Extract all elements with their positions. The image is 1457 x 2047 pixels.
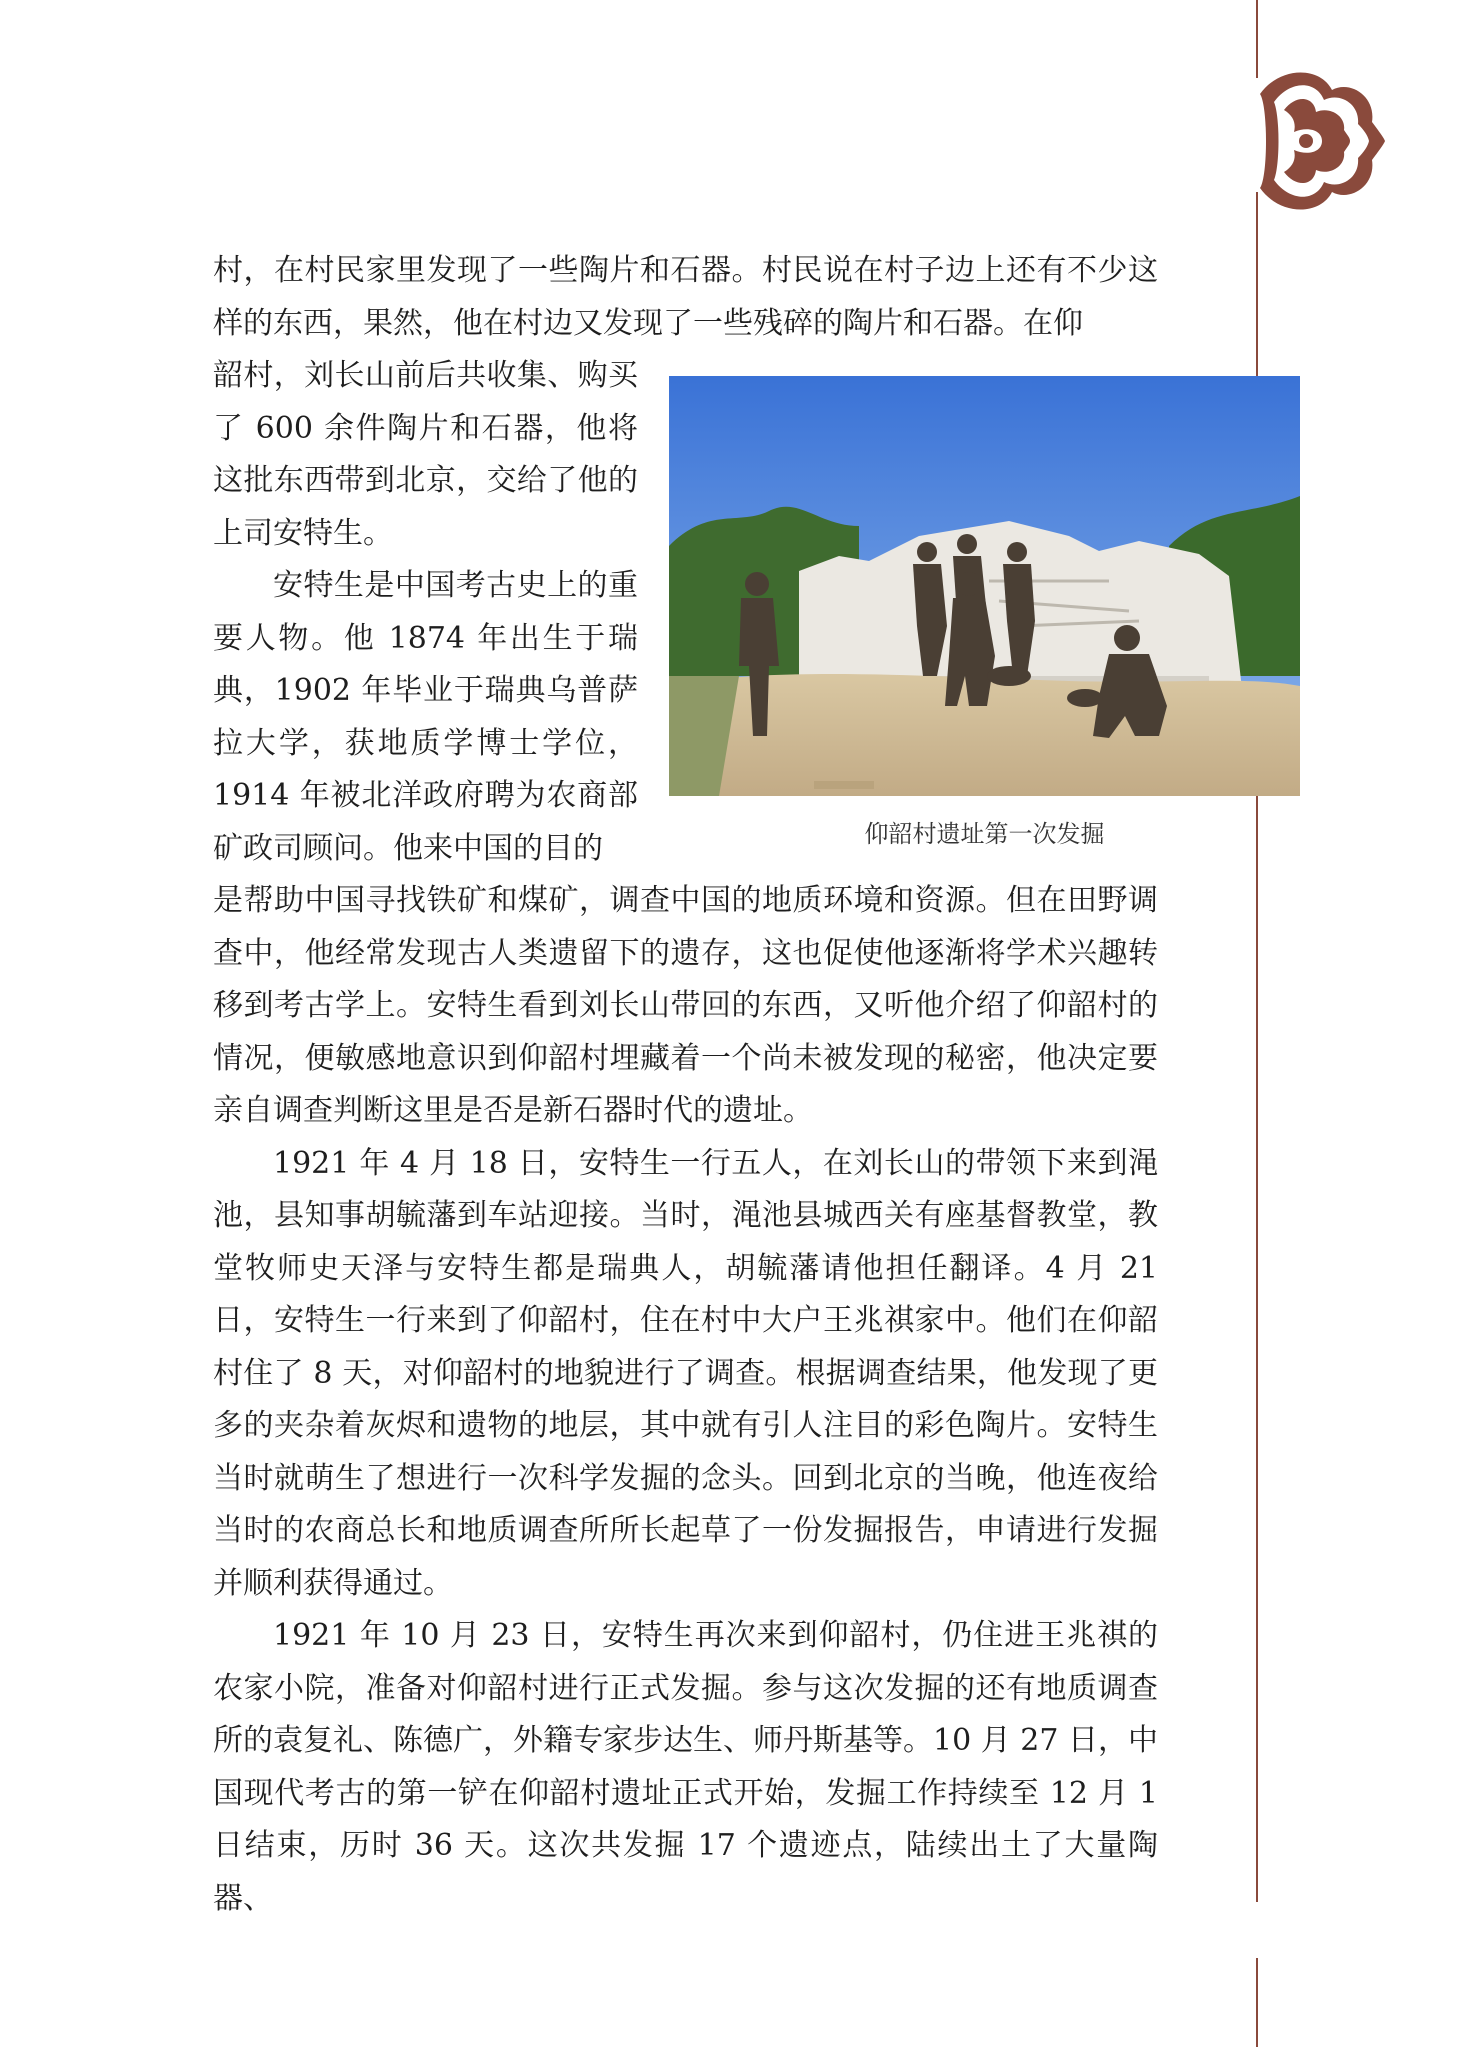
paragraph-text: 韶村，刘长山前后共收集、购买了 600 余件陶片和石器，他将这批东西带到北京，交给了他的上司安特生。 [213,358,638,551]
body-text [213,875,1158,1925]
paragraph-text: 1921 年 10 月 23 日，安特生再次来到仰韶村，仍住进王兆祺的农家小院，准备对仰韶村进行正式发掘。参与这次发掘的还有地质调查所的袁复礼、陈德广，外籍专家步达生、师丹斯基等。10 月 27 日，中国现代考古的第一铲在仰韶村遗址正式开始，发掘工作持续至 12 月 1 日结束，历时 36 天。这次共发掘 17 个遗迹点，陆续出土了大量陶器、 [213,1618,1158,1916]
paragraph-text: 村，在村民家里发现了一些陶片和石器。村民说在村子边上还有不少这样的东西，果然，他在村边又发现了一些残碎的陶片和石器。在仰 [213,253,1158,341]
margin-rule-bottom [1256,1958,1258,2047]
paragraph-text: 是帮助中国寻找铁矿和煤矿，调查中国的地质环境和资源。但在田野调查中，他经常发现古人类遗留下的遗存，这也促使他逐渐将学术兴趣转移到考古学上。安特生看到刘长山带回的东西，又听他介绍了仰韶村的情况，便敏感地意识到仰韶村埋藏着一个尚未被发现的秘密，他决定要亲自调查判断这里是否是新石器时代的遗址。 [213,883,1158,1128]
paragraph-text: 安特生是中国考古史上的重要人物。他 1874 年出生于瑞典，1902 年毕业于瑞典乌普萨拉大学，获地质学博士学位，1914 年被北洋政府聘为农商部矿政司顾问。他来中国的目的 [213,568,638,866]
cloud-scroll-icon [1250,66,1385,216]
paragraph-text: 1921 年 4 月 18 日，安特生一行五人，在刘长山的带领下来到渑池，县知事胡毓藩到车站迎接。当时，渑池县城西关有座基督教堂，教堂牧师史天泽与安特生都是瑞典人，胡毓藩请他担任翻译。4 月 21 日，安特生一行来到了仰韶村，住在村中大户王兆祺家中。他们在仰韶村住了 8 天，对仰韶村的地貌进行了调查。根据调查结果，他发现了更多的夹杂着灰烬和遗物的地层，其中就有引人注目的彩色陶片。安特生当时就萌生了想进行一次科学发掘的念头。回到北京的当晚，他连夜给当时的农商总长和地质调查所所长起草了一份发掘报告，申请进行发掘并顺利获得通过。 [213,1145,1158,1601]
paragraph-opening [213,245,1158,350]
sculpture-photo [669,376,1300,796]
wrapped-column [213,350,638,875]
figure-caption: 仰韶村遗址第一次发掘 [864,820,1105,848]
